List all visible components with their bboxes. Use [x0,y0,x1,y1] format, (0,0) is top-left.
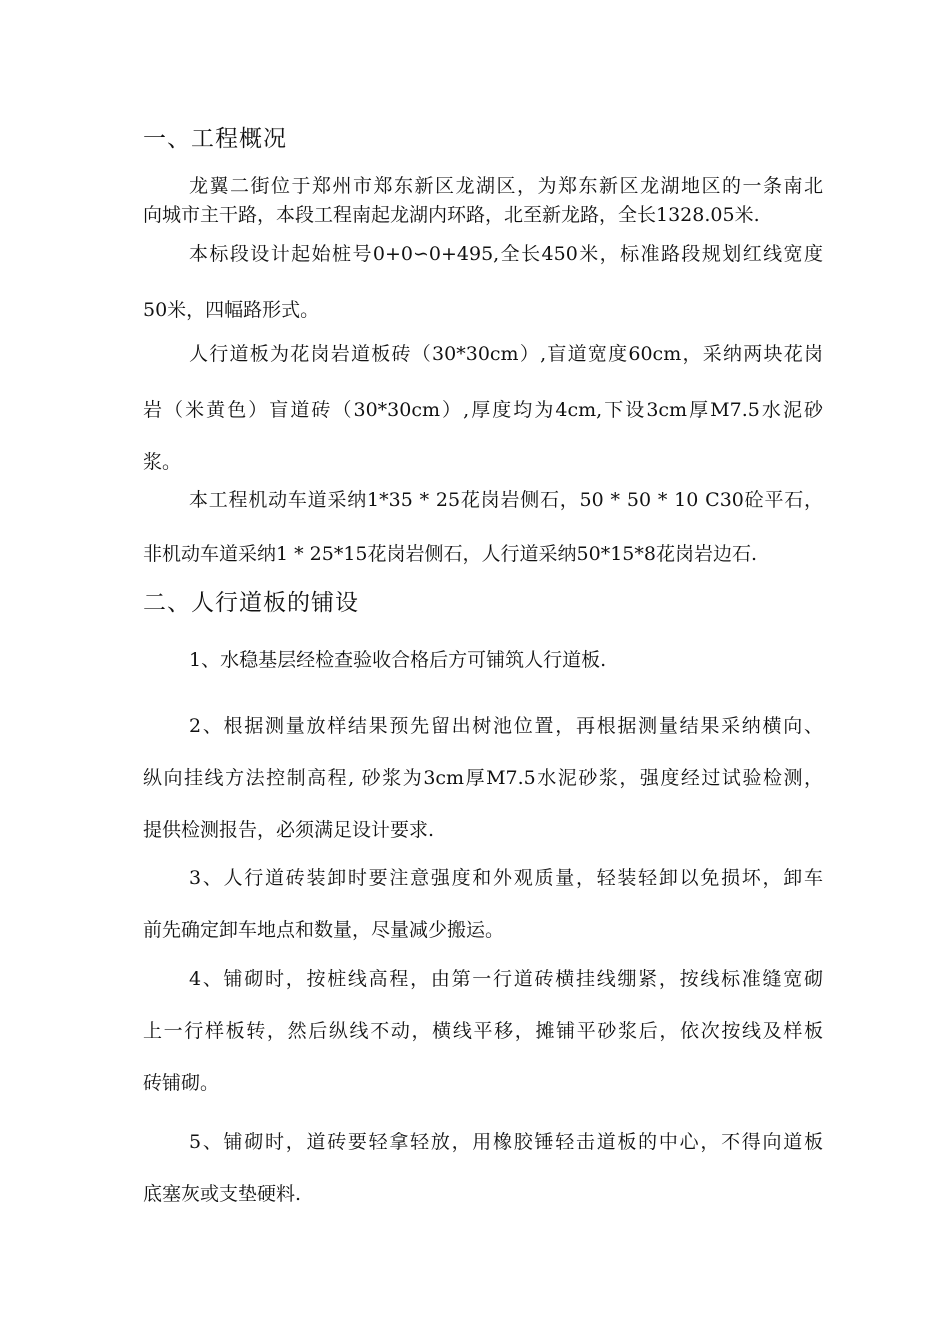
section-heading-overview [143,120,823,153]
text-line: 岩（米黄色）盲道砖（30*30cm）,厚度均为4cm,下设3cm厚M7.5水泥砂 [143,399,823,421]
section-heading-sidewalk-paving [143,584,823,617]
text-line: 向城市主干路，本段工程南起龙湖内环路，北至新龙路，全长1328.05米. [143,204,760,226]
text-line: 浆。 [143,451,182,473]
paving-step-1 [143,646,823,674]
heading-text: 一、工程概况 [143,126,287,152]
text-line: 5、铺砌时，道砖要轻拿轻放，用橡胶锤轻击道板的中心，不得向道板 [189,1131,823,1153]
paving-step-2 [143,712,823,844]
text-line: 3、人行道砖装卸时要注意强度和外观质量，轻装轻卸以免损坏，卸车 [189,867,823,889]
text-line: 非机动车道采纳1 * 25*15花岗岩侧石，人行道采纳50*15*8花岗岩边石. [143,543,758,565]
paragraph-sidewalk-slabs [143,340,823,476]
text-line: 50米，四幅路形式。 [143,299,320,321]
paving-step-5 [143,1128,823,1208]
heading-text: 二、人行道板的铺设 [143,590,359,616]
text-line: 2、根据测量放样结果预先留出树池位置，再根据测量结果采纳横向、 [189,715,823,737]
text-line: 4、铺砌时，按桩线高程，由第一行道砖横挂线绷紧，按线标准缝宽砌 [189,968,823,990]
text-line: 底塞灰或支垫硬料. [143,1183,302,1205]
text-line: 1、水稳基层经检查验收合格后方可铺筑人行道板. [189,649,607,671]
text-line: 本工程机动车道采纳1*35 * 25花岗岩侧石，50 * 50 * 10 C30砼平石， [189,489,823,511]
text-line: 上一行样板转，然后纵线不动，横线平移，摊铺平砂浆后，依次按线及样板 [143,1020,823,1042]
text-line: 人行道板为花岗岩道板砖（30*30cm）,盲道宽度60cm，采纳两块花岗 [189,343,823,365]
text-line: 纵向挂线方法控制高程, 砂浆为3cm厚M7.5水泥砂浆，强度经过试验检测， [143,767,823,789]
text-line: 前先确定卸车地点和数量，尽量减少搬运。 [143,919,505,941]
text-line: 提供检测报告，必须满足设计要求. [143,819,435,841]
paving-step-3 [143,864,823,944]
text-line: 本标段设计起始桩号0+0∽0+495,全长450米，标准路段规划红线宽度 [189,243,823,265]
paragraph-section-scope [143,240,823,324]
paragraph-curbstones [143,486,823,568]
paving-step-4 [143,965,823,1097]
paragraph-location [143,172,823,230]
text-line: 砖铺砌。 [143,1072,220,1094]
text-line: 龙翼二街位于郑州市郑东新区龙湖区，为郑东新区龙湖地区的一条南北 [189,175,823,197]
